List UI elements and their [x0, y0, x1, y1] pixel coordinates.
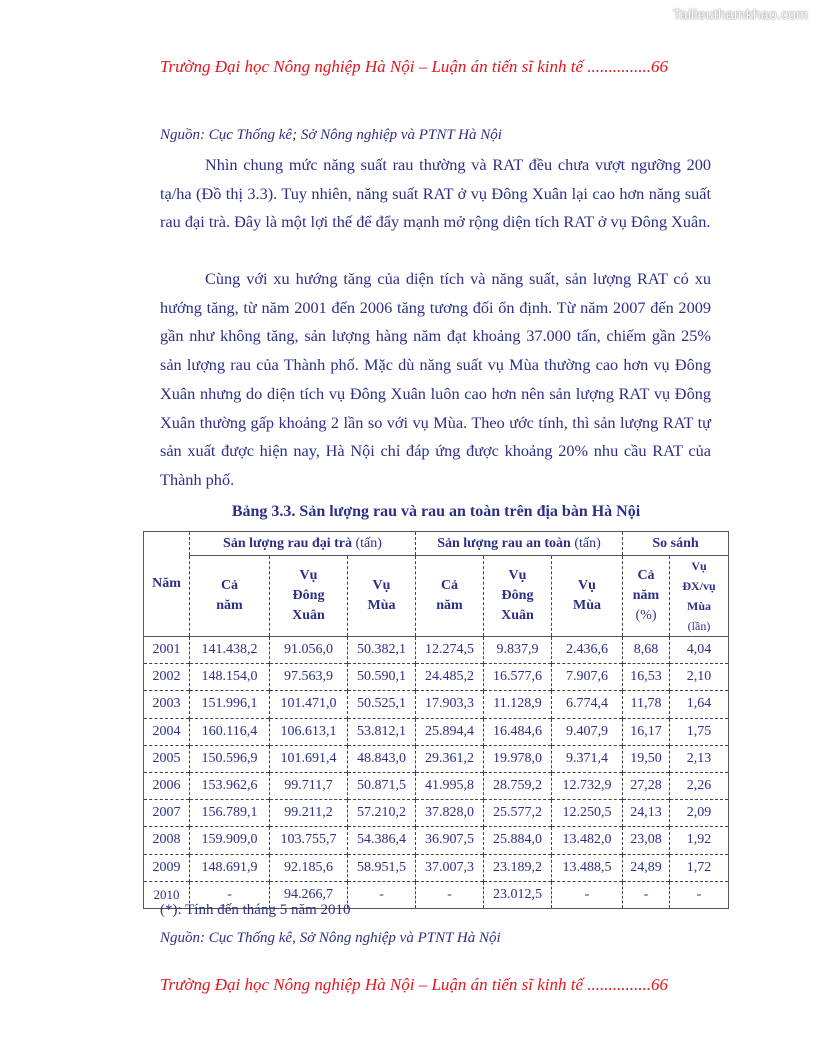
table-cell: 6.774,4 [552, 691, 623, 718]
table-cell: 2004 [144, 718, 190, 745]
table-cell: 97.563,9 [270, 664, 348, 691]
page-footer: Trường Đại học Nông nghiệp Hà Nội – Luận án tiến sĩ kinh tế ...............66 [160, 975, 669, 994]
header-group-safe [416, 532, 623, 556]
table-cell: 2005 [144, 745, 190, 772]
table-cell: 8,68 [623, 637, 670, 664]
table-cell: 57.210,2 [348, 800, 416, 827]
source-note-bottom: Nguồn: Cục Thống kê, Sở Nông nghiệp và PTNT Hà Nội [160, 930, 501, 946]
table-cell: 11,78 [623, 691, 670, 718]
table-cell: 2003 [144, 691, 190, 718]
paragraph-output [160, 265, 711, 495]
header-ratio-line1: Vụ [691, 559, 707, 573]
table-cell: 91.056,0 [270, 637, 348, 664]
table-cell: 141.438,2 [190, 637, 270, 664]
header-group-conventional-label: Sản lượng rau đại trà [223, 535, 352, 551]
header-full-year [190, 556, 270, 637]
header-safe-winter-spring [484, 556, 552, 637]
table-cell: 37.007,3 [416, 854, 484, 881]
paragraph-productivity [160, 151, 711, 237]
footnote: (*): Tính đến tháng 5 năm 2010 [160, 902, 351, 918]
table-cell: - [190, 881, 270, 908]
table-cell: 151.996,1 [190, 691, 270, 718]
table-cell: 148.154,0 [190, 664, 270, 691]
table-cell: 48.843,0 [348, 745, 416, 772]
header-group-safe-unit: (tấn) [574, 535, 601, 551]
header-ratio-line2: ĐX/vụ [682, 579, 716, 593]
table-cell: 101.691,4 [270, 745, 348, 772]
table-header-row-1 [144, 532, 729, 556]
table-cell: 2,10 [670, 664, 729, 691]
table-cell: 94.266,7 [270, 881, 348, 908]
table-cell: 12.250,5 [552, 800, 623, 827]
table-cell: 4,04 [670, 637, 729, 664]
header-safe-winter-spring-line1: Vụ [508, 568, 527, 583]
table-row [144, 800, 729, 827]
table-caption: Bảng 3.3. Sản lượng rau và rau an toàn trên địa bàn Hà Nội [231, 503, 641, 520]
header-safe-winter-spring-line2: Đông [501, 588, 534, 603]
table-cell: 156.789,1 [190, 800, 270, 827]
table-cell: 7.907,6 [552, 664, 623, 691]
table-cell: 11.128,9 [484, 691, 552, 718]
table-cell: 50.525,1 [348, 691, 416, 718]
table-cell: 2002 [144, 664, 190, 691]
table-cell: 2007 [144, 800, 190, 827]
table-cell: - [348, 881, 416, 908]
table-cell: 16,53 [623, 664, 670, 691]
table-row [144, 827, 729, 854]
header-summer-line1: Vụ [372, 578, 391, 593]
watermark: Tailieuthamkhao.com [672, 6, 808, 22]
table-cell: 1,92 [670, 827, 729, 854]
header-winter-spring-line3: Xuân [292, 608, 325, 623]
table-cell: 25.884,0 [484, 827, 552, 854]
table-cell: 29.361,2 [416, 745, 484, 772]
table-cell: 99.711,7 [270, 772, 348, 799]
table-cell: 24,89 [623, 854, 670, 881]
header-percent-line2: năm [632, 588, 660, 603]
table-cell: 2.436,6 [552, 637, 623, 664]
table-cell: 50.382,1 [348, 637, 416, 664]
table-row [144, 772, 729, 799]
source-note-top: Nguồn: Cục Thống kê; Sở Nông nghiệp và PTNT Hà Nội [160, 127, 502, 143]
header-group-conventional [190, 532, 416, 556]
header-year: Năm [144, 532, 190, 637]
table-cell: 2010 [144, 881, 190, 908]
header-safe-winter-spring-line3: Xuân [501, 608, 534, 623]
header-safe-full-year [416, 556, 484, 637]
table-cell: 36.907,5 [416, 827, 484, 854]
header-percent-line3: (%) [635, 608, 657, 623]
header-full-year-line2: năm [216, 598, 243, 613]
header-ratio-line4: (lần) [687, 619, 711, 633]
table-cell: 2006 [144, 772, 190, 799]
header-group-compare: So sánh [623, 532, 729, 556]
table-cell: 9.407,9 [552, 718, 623, 745]
table-row [144, 664, 729, 691]
header-winter-spring-line1: Vụ [299, 568, 318, 583]
paragraph-1-text: Nhìn chung mức năng suất rau thường và RAT đều chưa vượt ngưỡng 200 tạ/ha (Đồ thị 3.3). Tuy nhiên, năng suất RAT ở vụ Đông Xuân lại cao hơn năng suất rau đại trà. Đây là một lợi thế để đẩy mạnh mở rộng diện tích RAT ở vụ Đông Xuân. [160, 155, 711, 232]
table-cell: 101.471,0 [270, 691, 348, 718]
header-safe-full-year-line2: năm [436, 598, 463, 613]
header-full-year-line1: Cả [220, 578, 239, 593]
table-cell: 12.732,9 [552, 772, 623, 799]
header-group-safe-label: Sản lượng rau an toàn [437, 535, 571, 551]
table-cell: 24.485,2 [416, 664, 484, 691]
table-cell: 41.995,8 [416, 772, 484, 799]
table-cell: - [623, 881, 670, 908]
table-cell: 2009 [144, 854, 190, 881]
table-cell: - [552, 881, 623, 908]
table-row [144, 718, 729, 745]
table-cell: 27,28 [623, 772, 670, 799]
table-cell: 50.590,1 [348, 664, 416, 691]
table-cell: 28.759,2 [484, 772, 552, 799]
table-header-row-2 [144, 556, 729, 637]
header-ratio [670, 556, 729, 637]
table-cell: 54.386,4 [348, 827, 416, 854]
table-cell: 2,13 [670, 745, 729, 772]
table-cell: 9.371,4 [552, 745, 623, 772]
table-cell: 37.828,0 [416, 800, 484, 827]
table-cell: 1,72 [670, 854, 729, 881]
header-percent-line1: Cả [637, 568, 655, 583]
table-cell: 13.482,0 [552, 827, 623, 854]
table-cell: 1,75 [670, 718, 729, 745]
table-cell: 19.978,0 [484, 745, 552, 772]
header-summer [348, 556, 416, 637]
table-cell: 25.577,2 [484, 800, 552, 827]
header-winter-spring-line2: Đông [292, 588, 325, 603]
table-cell: 16.484,6 [484, 718, 552, 745]
table-cell: 92.185,6 [270, 854, 348, 881]
table-cell: - [416, 881, 484, 908]
table-cell: 99.211,2 [270, 800, 348, 827]
table-cell: 19,50 [623, 745, 670, 772]
table-cell: 24,13 [623, 800, 670, 827]
table-row [144, 637, 729, 664]
table-cell: 2001 [144, 637, 190, 664]
table-cell: 25.894,4 [416, 718, 484, 745]
table-row [144, 854, 729, 881]
header-summer-line2: Mùa [367, 598, 396, 613]
header-safe-summer [552, 556, 623, 637]
header-group-conventional-unit: (tấn) [355, 535, 382, 551]
table-cell: 2008 [144, 827, 190, 854]
table-cell: 160.116,4 [190, 718, 270, 745]
table-cell: 13.488,5 [552, 854, 623, 881]
table-cell: 9.837,9 [484, 637, 552, 664]
paragraph-2-text: Cùng với xu hướng tăng của diện tích và năng suất, sản lượng RAT có xu hướng tăng, từ năm 2001 đến 2006 tăng tương đối ổn định. Từ năm 2007 đến 2009 gần như không tăng, sản lượng hàng năm đạt khoảng 37.000 tấn, chiếm gần 25% sản lượng rau của Thành phố. Mặc dù năng suất vụ Mùa thường cao hơn vụ Đông Xuân nhưng do diện tích vụ Đông Xuân luôn cao hơn nên sản lượng RAT vụ Đông Xuân thường gấp khoảng 2 lần so với vụ Mùa. Theo ước tính, thì sản lượng RAT tự sản xuất được hiện nay, Hà Nội chỉ đáp ứng được khoảng 20% nhu cầu RAT của Thành phố. [160, 269, 711, 489]
table-cell: 153.962,6 [190, 772, 270, 799]
table-cell: 16.577,6 [484, 664, 552, 691]
header-percent [623, 556, 670, 637]
table-cell: 1,64 [670, 691, 729, 718]
header-safe-summer-line2: Mùa [573, 598, 601, 613]
table-cell: 2,09 [670, 800, 729, 827]
table-cell: 23,08 [623, 827, 670, 854]
header-winter-spring [270, 556, 348, 637]
header-safe-full-year-line1: Cả [440, 578, 459, 593]
table-body [144, 637, 729, 909]
table-cell: 17.903,3 [416, 691, 484, 718]
table-cell: 23.012,5 [484, 881, 552, 908]
table-cell: 23.189,2 [484, 854, 552, 881]
table-cell: 53.812,1 [348, 718, 416, 745]
table-cell: 159.909,0 [190, 827, 270, 854]
table-cell: 148.691,9 [190, 854, 270, 881]
table-cell: 50.871,5 [348, 772, 416, 799]
table-row [144, 745, 729, 772]
table-cell: 12.274,5 [416, 637, 484, 664]
table-cell: 2,26 [670, 772, 729, 799]
table-cell: 103.755,7 [270, 827, 348, 854]
table-cell: 16,17 [623, 718, 670, 745]
table-cell: 150.596,9 [190, 745, 270, 772]
table-row [144, 691, 729, 718]
header-safe-summer-line1: Vụ [578, 578, 596, 593]
page-header: Trường Đại học Nông nghiệp Hà Nội – Luận án tiến sĩ kinh tế ...............66 [160, 57, 669, 76]
table-cell: 58.951,5 [348, 854, 416, 881]
header-ratio-line3: Mùa [687, 599, 711, 613]
vegetable-output-table [143, 531, 729, 909]
table-cell: 106.613,1 [270, 718, 348, 745]
table-cell: - [670, 881, 729, 908]
